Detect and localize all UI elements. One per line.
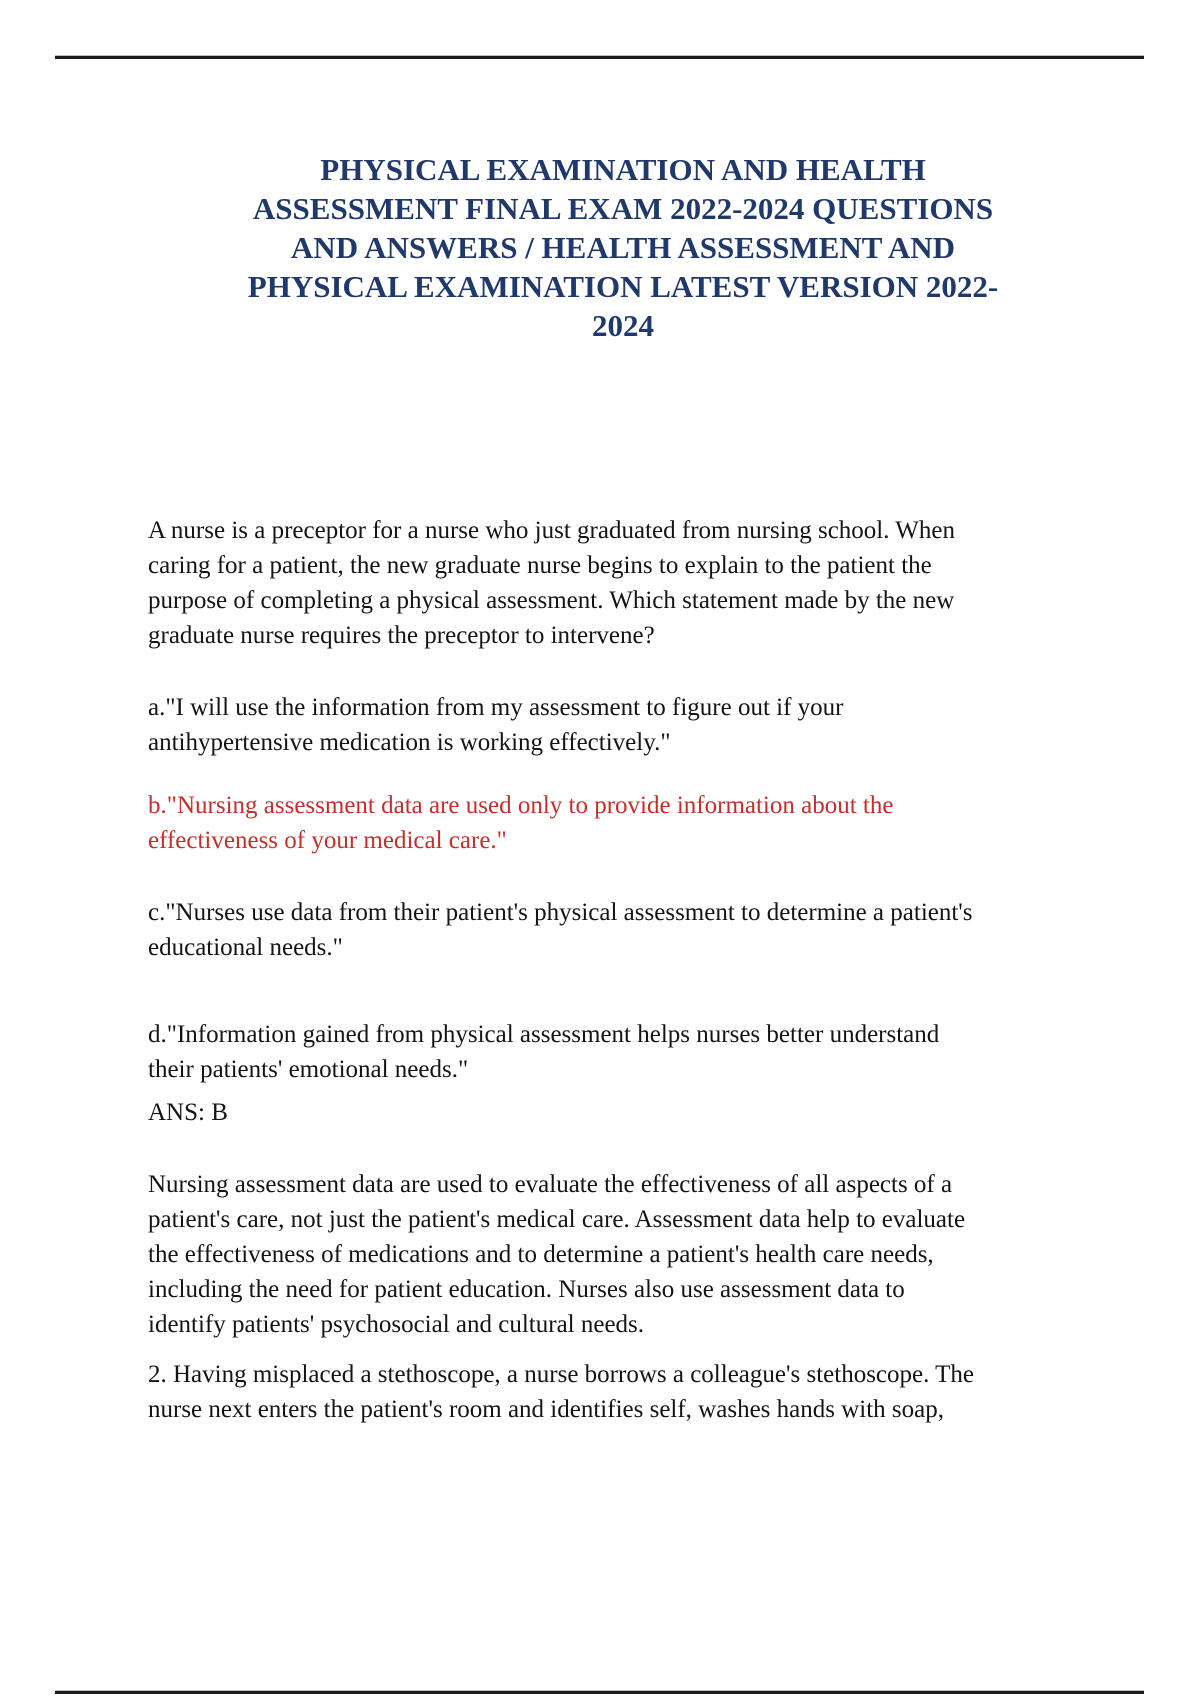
answer-line: ANS: B (148, 1099, 228, 1126)
title-line: ASSESSMENT FINAL EXAM 2022-2024 QUESTIONS (252, 191, 994, 226)
option-line: c."Nurses use data from their patient's physical assessment to determine a patient's (148, 899, 973, 926)
option-line: d."Information gained from physical assessment helps nurses better understand (148, 1021, 940, 1048)
title-line: AND ANSWERS / HEALTH ASSESSMENT AND (290, 230, 956, 265)
option-line: a."I will use the information from my assessment to figure out if your (148, 694, 844, 721)
question1-option-d (148, 1017, 1098, 1087)
question2-stem (148, 1357, 1098, 1427)
stem-line: A nurse is a preceptor for a nurse who just graduated from nursing school. When (148, 517, 955, 544)
stem-line: nurse next enters the patient's room and identifies self, washes hands with soap, (148, 1396, 944, 1423)
question1-rationale (148, 1167, 1098, 1342)
question1-option-a (148, 690, 1098, 760)
rationale-line: including the need for patient education. Nurses also use assessment data to (148, 1276, 905, 1303)
document-title (148, 150, 1098, 345)
rationale-line: the effectiveness of medications and to determine a patient's health care needs, (148, 1241, 934, 1268)
option-line: effectiveness of your medical care." (148, 827, 507, 854)
stem-line: graduate nurse requires the preceptor to intervene? (148, 622, 655, 649)
rationale-line: Nursing assessment data are used to evaluate the effectiveness of all aspects of a (148, 1171, 953, 1198)
option-line: antihypertensive medication is working effectively." (148, 729, 671, 756)
stem-line: 2. Having misplaced a stethoscope, a nurse borrows a colleague's stethoscope. The (148, 1361, 975, 1388)
question1-option-c (148, 895, 1098, 965)
stem-line: purpose of completing a physical assessment. Which statement made by the new (148, 587, 955, 614)
bottom-rule (55, 1691, 1144, 1694)
rationale-line: patient's care, not just the patient's medical care. Assessment data help to evaluate (148, 1206, 966, 1233)
question1-option-b-highlighted (148, 788, 1098, 858)
stem-line: caring for a patient, the new graduate nurse begins to explain to the patient the (148, 552, 932, 579)
rationale-line: identify patients' psychosocial and cultural needs. (148, 1311, 645, 1338)
title-line: PHYSICAL EXAMINATION AND HEALTH (320, 152, 926, 187)
top-rule (55, 56, 1144, 59)
option-line: their patients' emotional needs." (148, 1056, 469, 1083)
title-line: 2024 (592, 308, 654, 343)
title-line: PHYSICAL EXAMINATION LATEST VERSION 2022- (247, 269, 999, 304)
question1-stem (148, 513, 1098, 653)
option-line: educational needs." (148, 934, 343, 961)
option-line: b."Nursing assessment data are used only to provide information about the (148, 792, 894, 819)
